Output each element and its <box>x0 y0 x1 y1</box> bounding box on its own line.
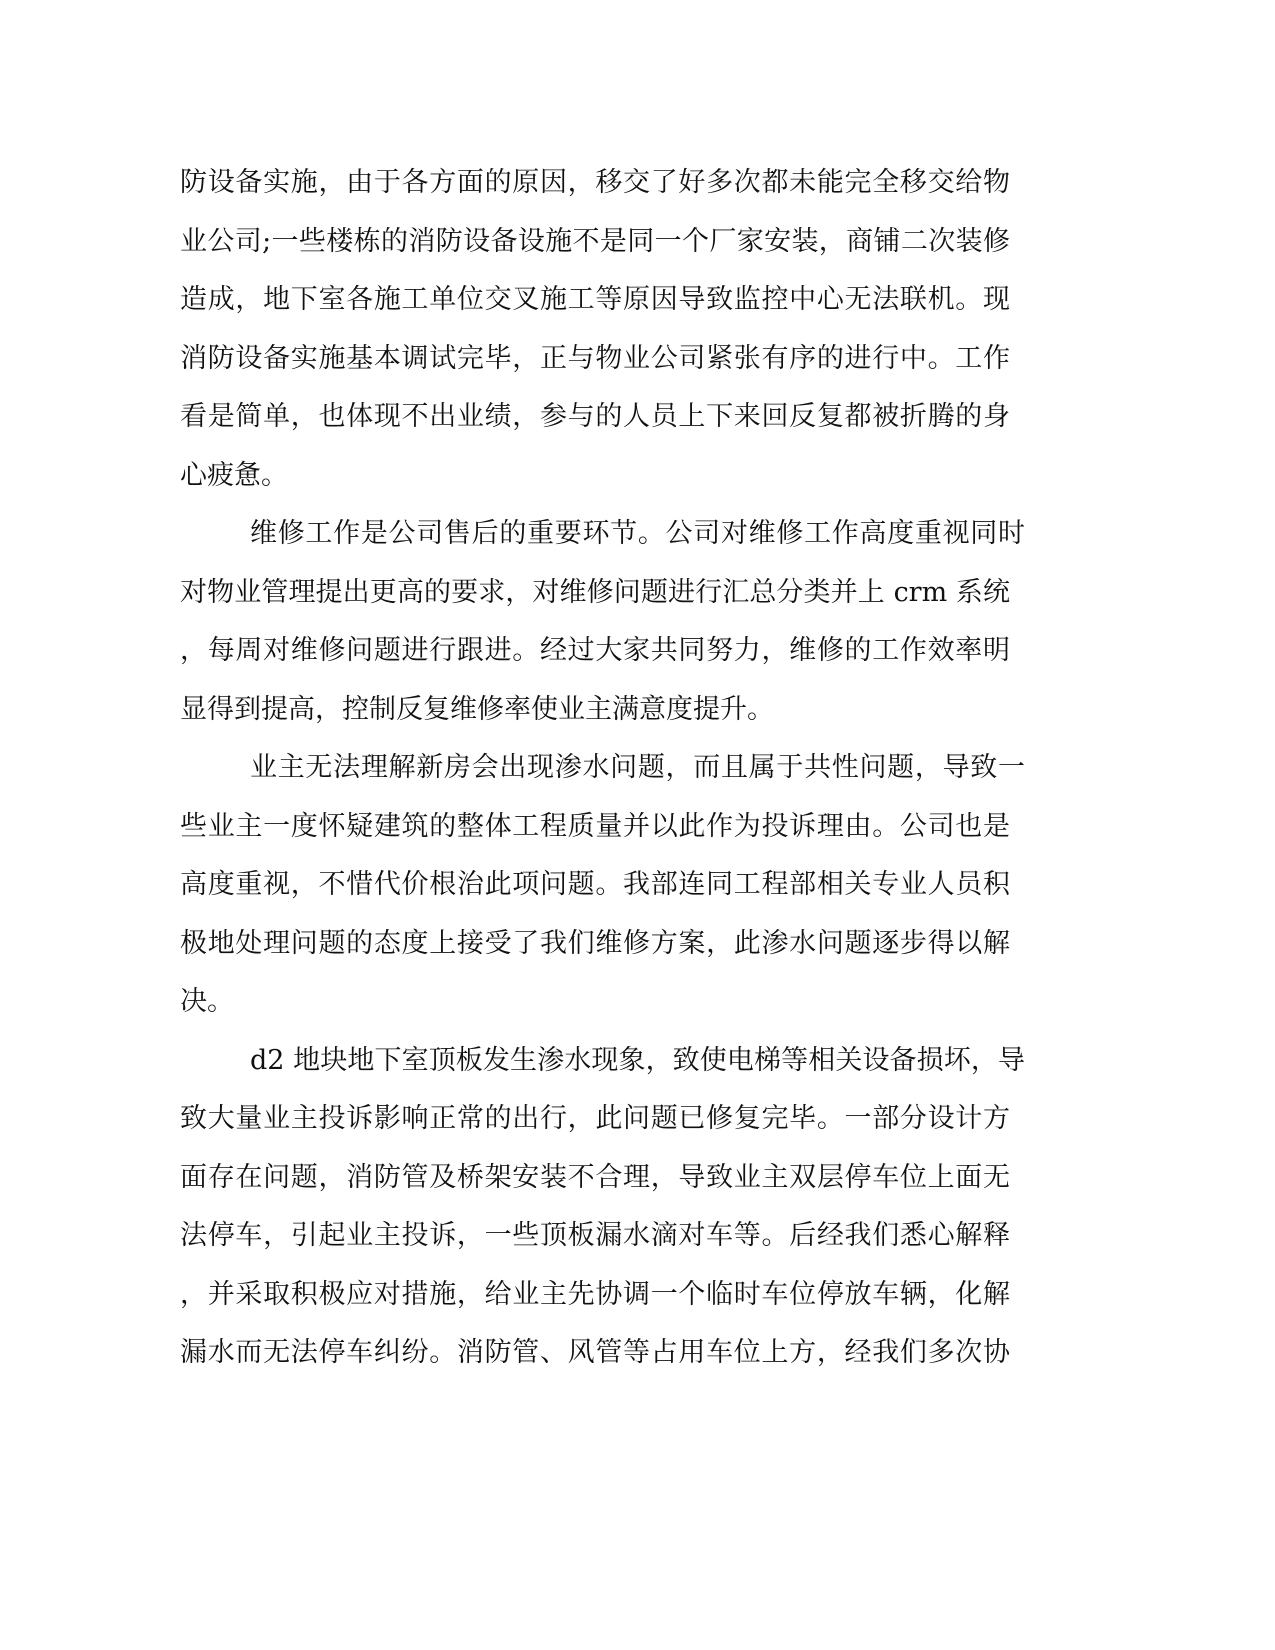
text-line: 高度重视，不惜代价根治此项问题。我部连同工程部相关专业人员积 <box>180 869 1010 900</box>
text-line: 漏水而无法停车纠纷。消防管、风管等占用车位上方，经我们多次协 <box>180 1337 1010 1368</box>
text-line: 业公司;一些楼栋的消防设备设施不是同一个厂家安装，商铺二次装修 <box>180 225 1010 257</box>
text-line: 造成，地下室各施工单位交叉施工等原因导致监控中心无法联机。现 <box>180 284 1010 315</box>
text-line: 面存在问题，消防管及桥架安装不合理，导致业主双层停车位上面无 <box>180 1161 1010 1193</box>
text-line: 显得到提高，控制反复维修率使业主满意度提升。 <box>180 693 774 725</box>
body-text <box>180 154 1025 1383</box>
text-line: 防设备实施，由于各方面的原因，移交了好多次都未能完全移交给物 <box>180 167 1010 198</box>
paragraph-2 <box>180 505 1025 739</box>
text-line: 致大量业主投诉影响正常的出行，此问题已修复完毕。一部分设计方 <box>180 1103 1010 1134</box>
text-line: 消防设备实施基本调试完毕，正与物业公司紧张有序的进行中。工作 <box>180 342 1010 374</box>
text-line: 极地处理问题的态度上接受了我们维修方案，此渗水问题逐步得以解 <box>180 927 1010 959</box>
text-line: d2 地块地下室顶板发生渗水现象，致使电梯等相关设备损坏，导 <box>250 1044 1025 1076</box>
text-line: 维修工作是公司售后的重要环节。公司对维修工作高度重视同时 <box>250 518 1025 549</box>
paragraph-4 <box>180 1032 1025 1383</box>
text-line: 看是简单，也体现不出业绩，参与的人员上下来回反复都被折腾的身 <box>180 401 1010 432</box>
text-line: 些业主一度怀疑建筑的整体工程质量并以此作为投诉理由。公司也是 <box>180 810 1010 842</box>
text-line: ，每周对维修问题进行跟进。经过大家共同努力，维修的工作效率明 <box>180 635 1010 666</box>
text-line: 决。 <box>180 986 234 1017</box>
paragraph-1 <box>180 154 1010 505</box>
text-line: 心疲惫。 <box>180 459 288 491</box>
text-line: 法停车，引起业主投诉，一些顶板漏水滴对车等。后经我们悉心解释 <box>180 1220 1010 1251</box>
text-line: 业主无法理解新房会出现渗水问题，而且属于共性问题，导致一 <box>250 752 1025 783</box>
paragraph-3 <box>180 739 1025 1032</box>
text-line: ，并采取积极应对措施，给业主先协调一个临时车位停放车辆，化解 <box>180 1278 1010 1310</box>
text-line: 对物业管理提出更高的要求，对维修问题进行汇总分类并上 crm 系统 <box>180 576 1010 608</box>
